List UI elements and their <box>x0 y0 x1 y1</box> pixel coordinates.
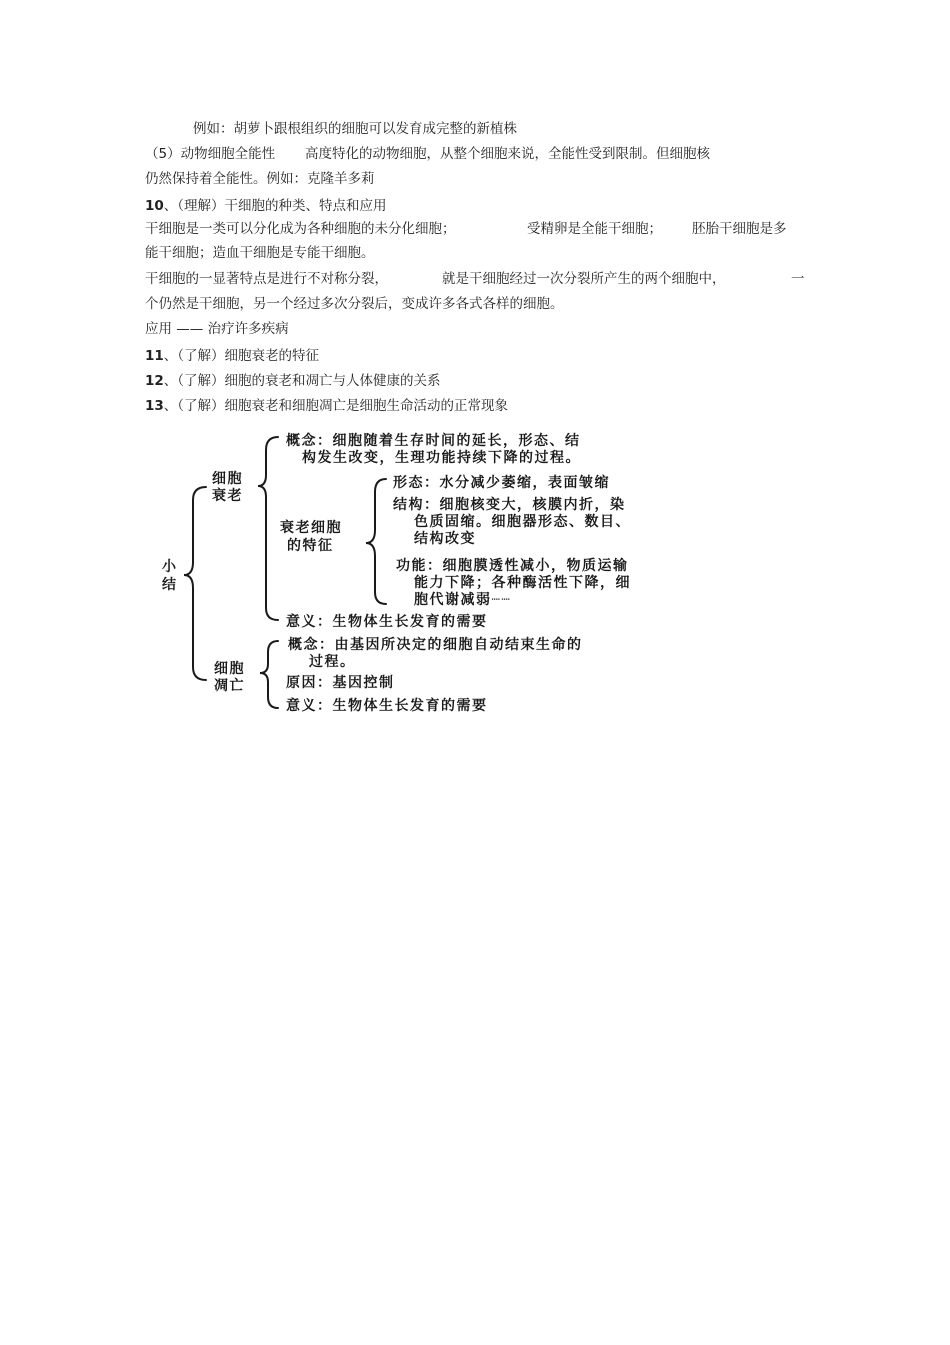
stem-application: 应用 —— 治疗许多疾病 <box>145 321 289 337</box>
features-label-line1: 衰老细胞 <box>280 520 342 536</box>
apoptosis-meaning: 意义：生物体生长发育的需要 <box>286 698 488 714</box>
features-label-line2: 的特征 <box>287 538 334 554</box>
stem-line-2: 能干细胞；造血干细胞是专能干细胞。 <box>145 245 375 261</box>
feature-morphology: 形态：水分减少萎缩，表面皱缩 <box>393 475 610 491</box>
example-carrot: 例如：胡萝卜跟根组织的细胞可以发育成完整的新植株 <box>193 121 517 137</box>
heading-12-number: 12 <box>145 373 164 389</box>
feature-structure-line3: 结构改变 <box>414 531 476 547</box>
aging-concept-line2: 构发生改变，生理功能持续下降的过程。 <box>302 450 581 466</box>
stem-line-3a: 干细胞的一显著特点是进行不对称分裂， <box>145 271 388 287</box>
aging-label-line1: 细胞 <box>212 471 243 487</box>
aging-meaning: 意义：生物体生长发育的需要 <box>286 614 488 630</box>
brace-apoptosis <box>260 641 278 708</box>
heading-13-text: 、（了解）细胞衰老和细胞凋亡是细胞生命活动的正常现象 <box>163 398 509 414</box>
heading-13-number: 13 <box>145 398 164 414</box>
stem-line-1b: 受精卵是全能干细胞； <box>527 221 662 237</box>
feature-structure-line1: 结构：细胞核变大，核膜内折，染 <box>393 497 626 513</box>
diagram-root-line1: 小 <box>162 559 178 575</box>
apoptosis-label-line2: 凋亡 <box>214 678 245 694</box>
p5-body: 高度特化的动物细胞，从整个细胞来说，全能性受到限制。但细胞核 <box>305 146 710 162</box>
stem-line-1c: 胚胎干细胞是多 <box>692 221 787 237</box>
stem-line-3c: 一 <box>791 271 805 287</box>
apoptosis-concept-line1: 概念：由基因所决定的细胞自动结束生命的 <box>288 637 583 653</box>
p5-body-cont: 仍然保持着全能性。例如：克隆羊多莉 <box>145 171 375 187</box>
brace-features <box>366 479 386 604</box>
feature-structure-line2: 色质固缩。细胞器形态、数目、 <box>414 514 631 530</box>
heading-10-text: 、（理解）干细胞的种类、特点和应用 <box>163 198 387 214</box>
apoptosis-concept-line2: 过程。 <box>309 654 356 670</box>
feature-function-line2: 能力下降；各种酶活性下降，细 <box>414 575 631 591</box>
feature-function-line1: 功能：细胞膜透性减小，物质运输 <box>396 558 629 574</box>
heading-11-text: 、（了解）细胞衰老的特征 <box>163 348 320 364</box>
diagram-root-line2: 结 <box>162 577 178 593</box>
heading-11-number: 11 <box>145 348 164 364</box>
brace-summary <box>184 487 206 680</box>
stem-line-4: 个仍然是干细胞，另一个经过多次分裂后，变成许多各式各样的细胞。 <box>145 296 564 312</box>
stem-line-1a: 干细胞是一类可以分化成为各种细胞的未分化细胞； <box>145 221 456 237</box>
heading-12-text: 、（了解）细胞的衰老和凋亡与人体健康的关系 <box>163 373 441 389</box>
aging-concept-line1: 概念：细胞随着生存时间的延长，形态、结 <box>286 433 581 449</box>
aging-label-line2: 衰老 <box>212 488 243 504</box>
stem-line-3b: 就是干细胞经过一次分裂所产生的两个细胞中， <box>442 271 726 287</box>
feature-function-line3: 胞代谢减弱┈┈ <box>414 592 512 608</box>
brace-aging <box>258 437 278 620</box>
apoptosis-label-line1: 细胞 <box>214 661 245 677</box>
heading-10-number: 10 <box>145 198 164 214</box>
p5-title: （5）动物细胞全能性 <box>145 146 276 162</box>
apoptosis-cause: 原因：基因控制 <box>286 675 395 691</box>
